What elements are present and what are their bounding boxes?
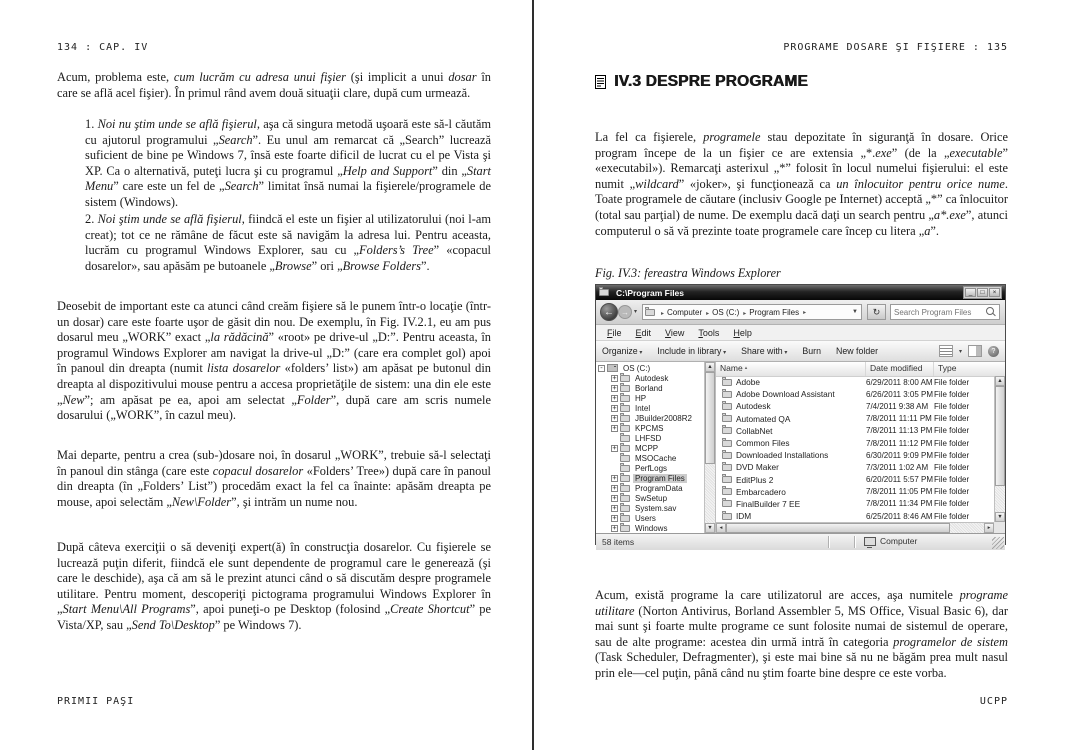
folder-icon xyxy=(722,391,732,398)
file-name-cell xyxy=(716,414,866,424)
breadcrumb xyxy=(658,308,806,317)
status-separator xyxy=(828,536,829,548)
file-date: 6/20/2011 5:57 PM xyxy=(866,475,934,485)
text-run: ” «copacul dosarelor», sau apăsăm pe butoanele „ xyxy=(85,243,491,273)
file-name-cell xyxy=(716,450,866,460)
file-date: 7/8/2011 11:13 PM xyxy=(866,426,933,436)
tree-item-label[interactable]: Intel xyxy=(635,403,651,413)
tree-item-label[interactable]: Borland xyxy=(635,383,663,393)
text-run: 1. xyxy=(85,117,98,131)
paragraph-utilities xyxy=(595,588,1008,682)
breadcrumb-item[interactable]: ▸ Computer xyxy=(658,308,703,317)
text-run: (şi implicit a unui xyxy=(345,70,449,84)
paragraph-intro xyxy=(57,70,491,101)
tree-item-label[interactable]: PerfLogs xyxy=(635,463,668,473)
text-run: Browse xyxy=(274,258,312,273)
text-run: programe utilitare xyxy=(595,588,1008,618)
text-run: ”, după care am scris numele dosarului („WORK”, în cazul meu). xyxy=(57,392,491,423)
file-type: File folder xyxy=(934,389,970,399)
file-date: 7/8/2011 11:11 PM xyxy=(866,414,932,424)
file-name-cell xyxy=(716,462,866,472)
file-name[interactable]: IDM xyxy=(736,511,752,522)
file-name[interactable]: CollabNet xyxy=(736,425,773,436)
folder-icon xyxy=(722,452,732,459)
file-row[interactable] xyxy=(716,388,994,400)
file-row[interactable] xyxy=(716,498,994,510)
location-status xyxy=(864,536,917,546)
change-view-icon[interactable] xyxy=(939,345,953,357)
file-date: 7/8/2011 11:05 PM xyxy=(866,487,933,497)
menu-item[interactable]: Tools xyxy=(698,327,720,338)
tree-item[interactable] xyxy=(596,513,715,523)
text-run: cum lucrăm cu adresa unui fişier xyxy=(173,70,346,84)
file-date: 7/4/2011 9:38 AM xyxy=(866,401,929,411)
text-run: Noi ştim unde se află fişierul xyxy=(97,212,242,226)
address-dropdown-icon[interactable]: ▼ xyxy=(852,309,858,315)
tree-item-label[interactable]: Program Files xyxy=(635,473,685,483)
tree-item-label[interactable]: LHFSD xyxy=(635,433,662,443)
expand-toggle-icon[interactable]: + xyxy=(612,413,617,422)
tree-item-label[interactable]: ProgramData xyxy=(635,483,683,493)
tree-item[interactable] xyxy=(596,363,715,373)
text-run: Folder xyxy=(296,392,331,407)
text-run: exe xyxy=(875,145,892,160)
toolbar-button[interactable]: Share with ▾ xyxy=(741,346,787,356)
resize-grip[interactable] xyxy=(992,537,1004,549)
text-run: . Toate programele de căutare (inclusiv Google pe Internet) acceptă „*” ca înlocuitor (total sau parţial) de nume. De exemplu dacă daţi un search pentru „ xyxy=(595,176,1008,222)
text-run: ” din „ xyxy=(432,163,467,178)
column-header-label: Name xyxy=(720,363,743,373)
back-button[interactable]: ← xyxy=(600,303,618,321)
paragraph-list-item-1 xyxy=(85,117,491,211)
recent-pages-dropdown-icon[interactable]: ▾ xyxy=(634,309,638,315)
column-header-name[interactable] xyxy=(716,362,866,376)
text-run: New\Folder xyxy=(171,494,232,509)
toolbar-button[interactable]: Organize ▾ xyxy=(602,346,642,356)
section-heading-text: IV.3 DESPRE PROGRAME xyxy=(614,73,808,90)
text-run: La fel ca fişierele, xyxy=(595,130,704,144)
refresh-button[interactable]: ↻ xyxy=(867,304,886,320)
file-name[interactable]: Automated QA xyxy=(736,413,791,424)
text-run: Acum, problema este, xyxy=(57,70,174,84)
tree-item[interactable] xyxy=(596,383,715,393)
tree-item[interactable] xyxy=(596,523,715,533)
scroll-right-icon[interactable]: ▸ xyxy=(984,523,994,533)
toolbar-right-icons xyxy=(939,345,999,357)
folder-icon xyxy=(620,455,630,462)
folder-icon xyxy=(620,505,630,512)
tree-item-label[interactable]: JBuilder2008R2 xyxy=(635,413,692,423)
text-run: la rădăcină xyxy=(210,330,269,345)
file-name[interactable]: Downloaded Installations xyxy=(736,450,829,461)
text-run: wildcard xyxy=(635,176,679,191)
file-date: 6/29/2011 8:00 AM xyxy=(866,377,933,387)
scroll-left-icon[interactable]: ◂ xyxy=(716,523,726,533)
folder-icon xyxy=(620,405,630,412)
menu-bar xyxy=(596,325,1005,341)
file-name-cell xyxy=(716,438,866,448)
file-name[interactable]: DVD Maker xyxy=(736,462,779,473)
expand-toggle-icon[interactable]: + xyxy=(612,483,617,492)
text-run: ”, şi intrăm un nume nou. xyxy=(231,494,358,509)
text-run: 2. xyxy=(85,212,98,226)
text-run: (Norton Antivirus, Borland Assembler 5, MS Office, Visual Basic 6), dar mai sunt şi foarte multe programe ce sunt folosite numai de sistemul de operare, sau de alte programe: acestea din urmă intră în categoria xyxy=(595,603,1008,649)
text-run: ”. Eu unul am remarcat că „Search” lucrează suficient de bine pe Windows 7, însă este foarte dificil de lucrat cu el pe Vista şi XP. Ca o alternativă, puteţi lucra şi cu programul „ xyxy=(85,132,492,178)
paragraph-practice xyxy=(57,540,491,634)
list-horizontal-scrollbar[interactable] xyxy=(716,522,994,533)
file-name-cell xyxy=(716,499,866,509)
status-bar xyxy=(596,533,1005,550)
sort-ascending-icon: ▴ xyxy=(744,365,748,371)
expand-toggle-icon[interactable]: + xyxy=(612,493,617,502)
window-folder-icon xyxy=(599,289,609,296)
list-vertical-scrollbar[interactable] xyxy=(994,376,1005,522)
folder-icon xyxy=(722,379,732,386)
text-run: Browse Folders xyxy=(342,258,421,273)
file-date: 7/8/2011 11:12 PM xyxy=(866,438,933,448)
file-name-cell xyxy=(716,511,866,521)
text-run: stau depozitate în siguranţă în dosare. Orice program începe de la un fişier ce are extensia „*. xyxy=(595,130,1009,160)
address-bar[interactable] xyxy=(642,304,862,320)
help-icon[interactable]: ? xyxy=(988,346,999,357)
folder-icon xyxy=(620,515,630,522)
toolbar-button[interactable]: Burn xyxy=(802,346,821,356)
views-dropdown-icon[interactable]: ▾ xyxy=(958,348,962,355)
text-run: programele xyxy=(703,130,761,144)
address-folder-icon xyxy=(645,309,655,316)
text-run: , fiindcă el este un fişier al utilizatorului (noi l-am creat); tot ce ne rămâne de făcut este să navigăm la adresa lui. Pentru aceasta, lucrăm cu programul Windows Explorer, sau cu „ xyxy=(85,212,491,258)
scroll-down-icon[interactable]: ▼ xyxy=(705,523,715,533)
text-run: Start Menu\All Programs xyxy=(62,602,191,617)
text-run: un înlocuitor pentru orice nume xyxy=(836,176,1005,191)
text-run: Search xyxy=(218,132,253,147)
folder-icon xyxy=(620,375,630,382)
file-name-cell xyxy=(716,487,866,497)
tree-item-label[interactable]: SwSetup xyxy=(635,493,668,503)
text-run: , aşa că singura metodă uşoară este să-l căutăm cu ajutorul programului „ xyxy=(85,117,492,147)
column-headers xyxy=(716,362,1005,377)
paragraph-list-item-2 xyxy=(85,212,491,274)
document-icon xyxy=(595,75,606,89)
menu-item[interactable]: File xyxy=(607,327,622,338)
file-row[interactable] xyxy=(716,437,994,449)
column-header-date[interactable]: Date modified xyxy=(866,362,934,376)
page-divider xyxy=(532,0,534,750)
file-type: File folder xyxy=(934,450,970,460)
folders-tree-pane xyxy=(596,362,716,533)
file-name[interactable]: Adobe Download Assistant xyxy=(736,389,835,400)
folder-icon xyxy=(722,440,732,447)
close-button[interactable]: × xyxy=(989,288,1000,297)
search-box[interactable] xyxy=(890,304,1000,320)
file-name-cell xyxy=(716,377,866,387)
text-run: lista dosarelor xyxy=(207,361,281,376)
file-date: 6/26/2011 3:05 PM xyxy=(866,389,934,399)
file-type: File folder xyxy=(934,487,970,497)
menu-item[interactable]: Edit xyxy=(635,327,652,338)
folder-icon xyxy=(620,415,630,422)
window-title: C:\Program Files xyxy=(616,287,685,298)
tree-scrollbar-thumb[interactable] xyxy=(705,372,715,464)
folder-icon xyxy=(722,427,732,434)
file-row[interactable] xyxy=(716,425,994,437)
file-type: File folder xyxy=(934,377,970,387)
tree-item[interactable] xyxy=(596,423,715,433)
file-name[interactable]: Autodesk xyxy=(736,401,771,412)
tree-item[interactable] xyxy=(596,453,715,463)
folder-icon xyxy=(620,425,630,432)
paragraph-programs xyxy=(595,130,1008,239)
tree-item-label[interactable]: HP xyxy=(635,393,647,403)
tree-item-label[interactable]: Users xyxy=(635,513,656,523)
folder-icon xyxy=(620,445,630,452)
folder-icon xyxy=(620,435,630,442)
text-run: ” «executabil»). Remarcaţi asterixul „*” folosit în locul numelui fişierului: el este numit „ xyxy=(595,145,1008,191)
expand-toggle-icon[interactable]: - xyxy=(599,363,604,372)
column-header-type[interactable]: Type xyxy=(938,363,957,373)
scroll-up-icon[interactable]: ▲ xyxy=(705,362,715,372)
text-run: După câteva exerciţii o să deveniţi expert(ă) în construcţia dosarelor. Cu fişierele se lucrează puţin diferit, fiindcă ele sunt dependente de programul care le generează (şi care le deschide), aşa că am să le prezint atunci când o să discutăm despre programele utilitare. Pentru moment, descoperiţi pictograma programului Windows Explorer în „ xyxy=(57,540,491,617)
file-name-cell xyxy=(716,401,866,411)
text-run: ”. xyxy=(420,258,430,273)
file-row[interactable] xyxy=(716,400,994,412)
tree-scrollbar[interactable] xyxy=(704,362,715,533)
expand-toggle-icon[interactable]: + xyxy=(612,443,617,452)
text-run: Noi nu ştim unde se află fişierul xyxy=(97,117,257,131)
folder-icon xyxy=(722,488,732,495)
tree-item[interactable] xyxy=(596,473,715,483)
tree-item[interactable] xyxy=(596,443,715,453)
title-bar[interactable] xyxy=(596,285,1005,300)
preview-pane-icon[interactable] xyxy=(968,345,982,357)
file-type: File folder xyxy=(934,426,970,436)
file-row[interactable] xyxy=(716,449,994,461)
toolbar-button[interactable]: Include in library ▾ xyxy=(657,346,726,356)
file-date: 6/25/2011 8:46 AM xyxy=(866,511,933,521)
list-scrollbar-thumb[interactable] xyxy=(995,386,1005,486)
file-type: File folder xyxy=(934,401,970,411)
text-run: Deosebit de important este ca atunci când creăm fişiere să le punem într-o locaţie (într-un dosar) care este foarte uşor de găsit din nou. De exemplu, în Fig. IV.2.1, eu am pus dosarul meu „WORK” exact „ xyxy=(57,299,491,345)
status-separator xyxy=(854,536,855,548)
section-heading xyxy=(595,73,808,91)
file-type: File folder xyxy=(934,511,970,521)
tree-item[interactable] xyxy=(596,463,715,473)
expand-toggle-icon[interactable]: + xyxy=(612,473,617,482)
text-run: Fig. IV.3: fereastra Windows Explorer xyxy=(595,266,781,280)
text-run: ” «root» pe drive-ul „D:”. Pentru aceasta, în programul Windows Explorer am navigat la drive-ul „D:” (care era complet gol) apoi în panoul din dreapta (numit xyxy=(57,330,491,376)
file-list xyxy=(716,376,994,522)
tree-item[interactable] xyxy=(596,373,715,383)
text-run: executable xyxy=(949,145,1003,160)
tree-item[interactable] xyxy=(596,433,715,443)
text-run: New xyxy=(62,392,85,407)
text-run: (Task Scheduler, Defragmenter), şi este mai bine să nu ne băgăm prea mult nasul prin ele—cel puţin, până când nu ştim foarte bine despre ce este vorba. xyxy=(595,650,1008,680)
file-name-cell xyxy=(716,389,866,399)
folder-icon xyxy=(722,415,732,422)
explorer-main-area xyxy=(596,362,1005,533)
file-name-cell xyxy=(716,426,866,436)
forward-button[interactable]: → xyxy=(618,305,632,319)
expand-toggle-icon[interactable]: + xyxy=(612,403,617,412)
text-run: Start Menu xyxy=(85,163,492,194)
tree-item-label[interactable]: OS (C:) xyxy=(623,363,651,373)
folder-icon xyxy=(620,485,630,492)
text-run: în care se află acel fişier). În primul rând avem două situaţii clare, după cum urmează. xyxy=(57,70,491,100)
tree-item[interactable] xyxy=(596,413,715,423)
file-row[interactable] xyxy=(716,486,994,498)
text-run: copacul dosarelor xyxy=(212,463,304,478)
tree-item-label[interactable]: KPCMS xyxy=(635,423,664,433)
scroll-up-icon[interactable]: ▲ xyxy=(995,376,1005,386)
file-row[interactable] xyxy=(716,510,994,522)
tree-item-label[interactable]: Autodesk xyxy=(635,373,669,383)
minimize-button[interactable]: _ xyxy=(965,288,976,297)
text-run: ” pe Vista/XP, sau „ xyxy=(57,602,491,632)
file-name[interactable]: Adobe xyxy=(736,377,760,388)
horizontal-scrollbar-thumb[interactable] xyxy=(726,523,950,533)
expand-toggle-icon[interactable]: + xyxy=(612,383,617,392)
right-page-footer: UCPP xyxy=(979,696,1008,707)
tree-item-label[interactable]: Windows xyxy=(635,523,668,533)
folder-icon xyxy=(620,385,630,392)
text-run: ”; am apăsat pe ea, apoi am selectat „ xyxy=(84,392,297,407)
tree-item[interactable] xyxy=(596,483,715,493)
command-toolbar xyxy=(596,341,1005,362)
folder-icon xyxy=(722,476,732,483)
file-date: 7/3/2011 1:02 AM xyxy=(866,462,929,472)
text-run: Search xyxy=(224,179,259,194)
window-controls xyxy=(963,286,1002,299)
file-name[interactable]: Embarcadero xyxy=(736,486,786,497)
paragraph-locations xyxy=(57,299,491,424)
text-run: ” ori „ xyxy=(311,258,343,273)
expand-toggle-icon[interactable]: + xyxy=(612,513,617,522)
item-count: 58 items xyxy=(602,537,635,547)
folder-icon xyxy=(620,395,630,402)
file-row[interactable] xyxy=(716,413,994,425)
search-icon[interactable] xyxy=(986,307,994,315)
text-run: dosar xyxy=(448,70,477,84)
folder-icon xyxy=(620,465,630,472)
left-page-header: 134 : CAP. IV xyxy=(57,42,149,53)
navigation-bar xyxy=(596,300,1005,325)
folders-list-pane xyxy=(716,362,1005,533)
paragraph-subfolders xyxy=(57,448,491,510)
text-run: a xyxy=(924,223,931,238)
file-date: 7/8/2011 11:34 PM xyxy=(866,499,933,509)
text-run: a*.exe xyxy=(933,207,966,222)
text-run: ”, apoi puneţi-o pe Desktop (folosind „ xyxy=(190,602,391,617)
expand-toggle-icon[interactable]: + xyxy=(612,503,617,512)
text-run: ”. xyxy=(930,223,940,238)
menu-item[interactable]: Help xyxy=(733,327,752,338)
file-row[interactable] xyxy=(716,376,994,388)
tree-item-label[interactable]: System.sav xyxy=(635,503,677,513)
text-run: ” «joker», şi funcţionează ca xyxy=(678,176,837,191)
file-date: 6/30/2011 9:09 PM xyxy=(866,450,934,460)
file-row[interactable] xyxy=(716,461,994,473)
text-run: «folders’ list») am apăsat pe butonul din dreapta al dispozitivului mouse pentru a accesa proprietăţile de sistem: una din ele este „ xyxy=(57,361,492,407)
text-run: Create Shortcut xyxy=(390,602,470,617)
text-run: programelor de sistem xyxy=(893,634,1008,649)
file-type: File folder xyxy=(934,414,970,424)
expand-toggle-icon[interactable]: + xyxy=(612,393,617,402)
text-run: Acum, există programe la care utilizatorul are acces, aşa numitele xyxy=(595,588,960,602)
folder-icon xyxy=(722,403,732,410)
folder-icon xyxy=(620,525,630,532)
tree-item[interactable] xyxy=(596,403,715,413)
tree-item-label[interactable]: MSOCache xyxy=(635,453,677,463)
file-row[interactable] xyxy=(716,474,994,486)
folder-icon xyxy=(620,475,630,482)
windows-explorer-screenshot xyxy=(595,284,1006,545)
text-run: ” limitat însă numai la fişierele/programele de sistem (Windows). xyxy=(85,179,491,209)
tree-item[interactable] xyxy=(596,493,715,503)
text-run: ” pe Windows 7). xyxy=(214,617,302,632)
menu-item[interactable]: View xyxy=(665,327,685,338)
folder-icon xyxy=(722,500,732,507)
tree-item[interactable] xyxy=(596,503,715,513)
file-name[interactable]: EditPlus 2 xyxy=(736,474,774,485)
folder-icon xyxy=(722,464,732,471)
text-run: Send To\Desktop xyxy=(131,617,215,632)
file-type: File folder xyxy=(934,462,970,472)
expand-toggle-icon[interactable]: + xyxy=(612,523,617,532)
file-type: File folder xyxy=(934,438,970,448)
computer-icon xyxy=(864,537,876,546)
scroll-down-icon[interactable]: ▼ xyxy=(995,512,1005,522)
file-type: File folder xyxy=(934,475,970,485)
right-page-header: PROGRAME DOSARE ŞI FIŞIERE : 135 xyxy=(783,42,1008,53)
folder-icon xyxy=(620,495,630,502)
text-run: Help and Support xyxy=(342,163,433,178)
text-run: ” (de la „ xyxy=(891,145,950,160)
left-page-footer: PRIMII PAŞI xyxy=(57,696,135,707)
tree-item[interactable] xyxy=(596,393,715,403)
folder-icon xyxy=(722,513,732,520)
file-name[interactable]: FinalBuilder 7 EE xyxy=(736,498,801,509)
location-label: Computer xyxy=(880,536,918,546)
breadcrumb-item[interactable]: ▸ OS (C:) xyxy=(703,308,740,317)
figure-caption xyxy=(595,266,781,282)
text-run: ” care este un fel de „ xyxy=(113,179,225,194)
text-run: Folders’s Tree xyxy=(359,243,434,258)
expand-toggle-icon[interactable]: + xyxy=(612,423,617,432)
tree-item-label[interactable]: MCPP xyxy=(635,443,659,453)
text-run: Mai departe, pentru a crea (sub-)dosare noi, în dosarul „WORK”, trebuie să-l selectaţi în panoul din stânga (care este xyxy=(57,448,491,478)
maximize-button[interactable]: □ xyxy=(977,288,988,297)
expand-toggle-icon[interactable]: + xyxy=(612,373,617,382)
folder-icon xyxy=(607,364,618,372)
search-input[interactable] xyxy=(891,308,986,317)
text-run: «Folders’ Tree») după care în panoul din dreapta (în „Folders’ List”) procedăm exact la fel ca înainte: apăsăm dreapta pe mouse, apoi selectăm „ xyxy=(57,463,491,509)
breadcrumb-item[interactable]: ▸ Program Files xyxy=(740,308,800,317)
file-type: File folder xyxy=(934,499,970,509)
scrollbar-corner xyxy=(994,522,1005,533)
file-name[interactable]: Common Files xyxy=(736,438,790,449)
text-run: ”, atunci computerul o să vă prezinte toate programele care încep cu litera „ xyxy=(595,207,1008,238)
file-name-cell xyxy=(716,475,866,485)
toolbar-button[interactable]: New folder xyxy=(835,346,879,356)
